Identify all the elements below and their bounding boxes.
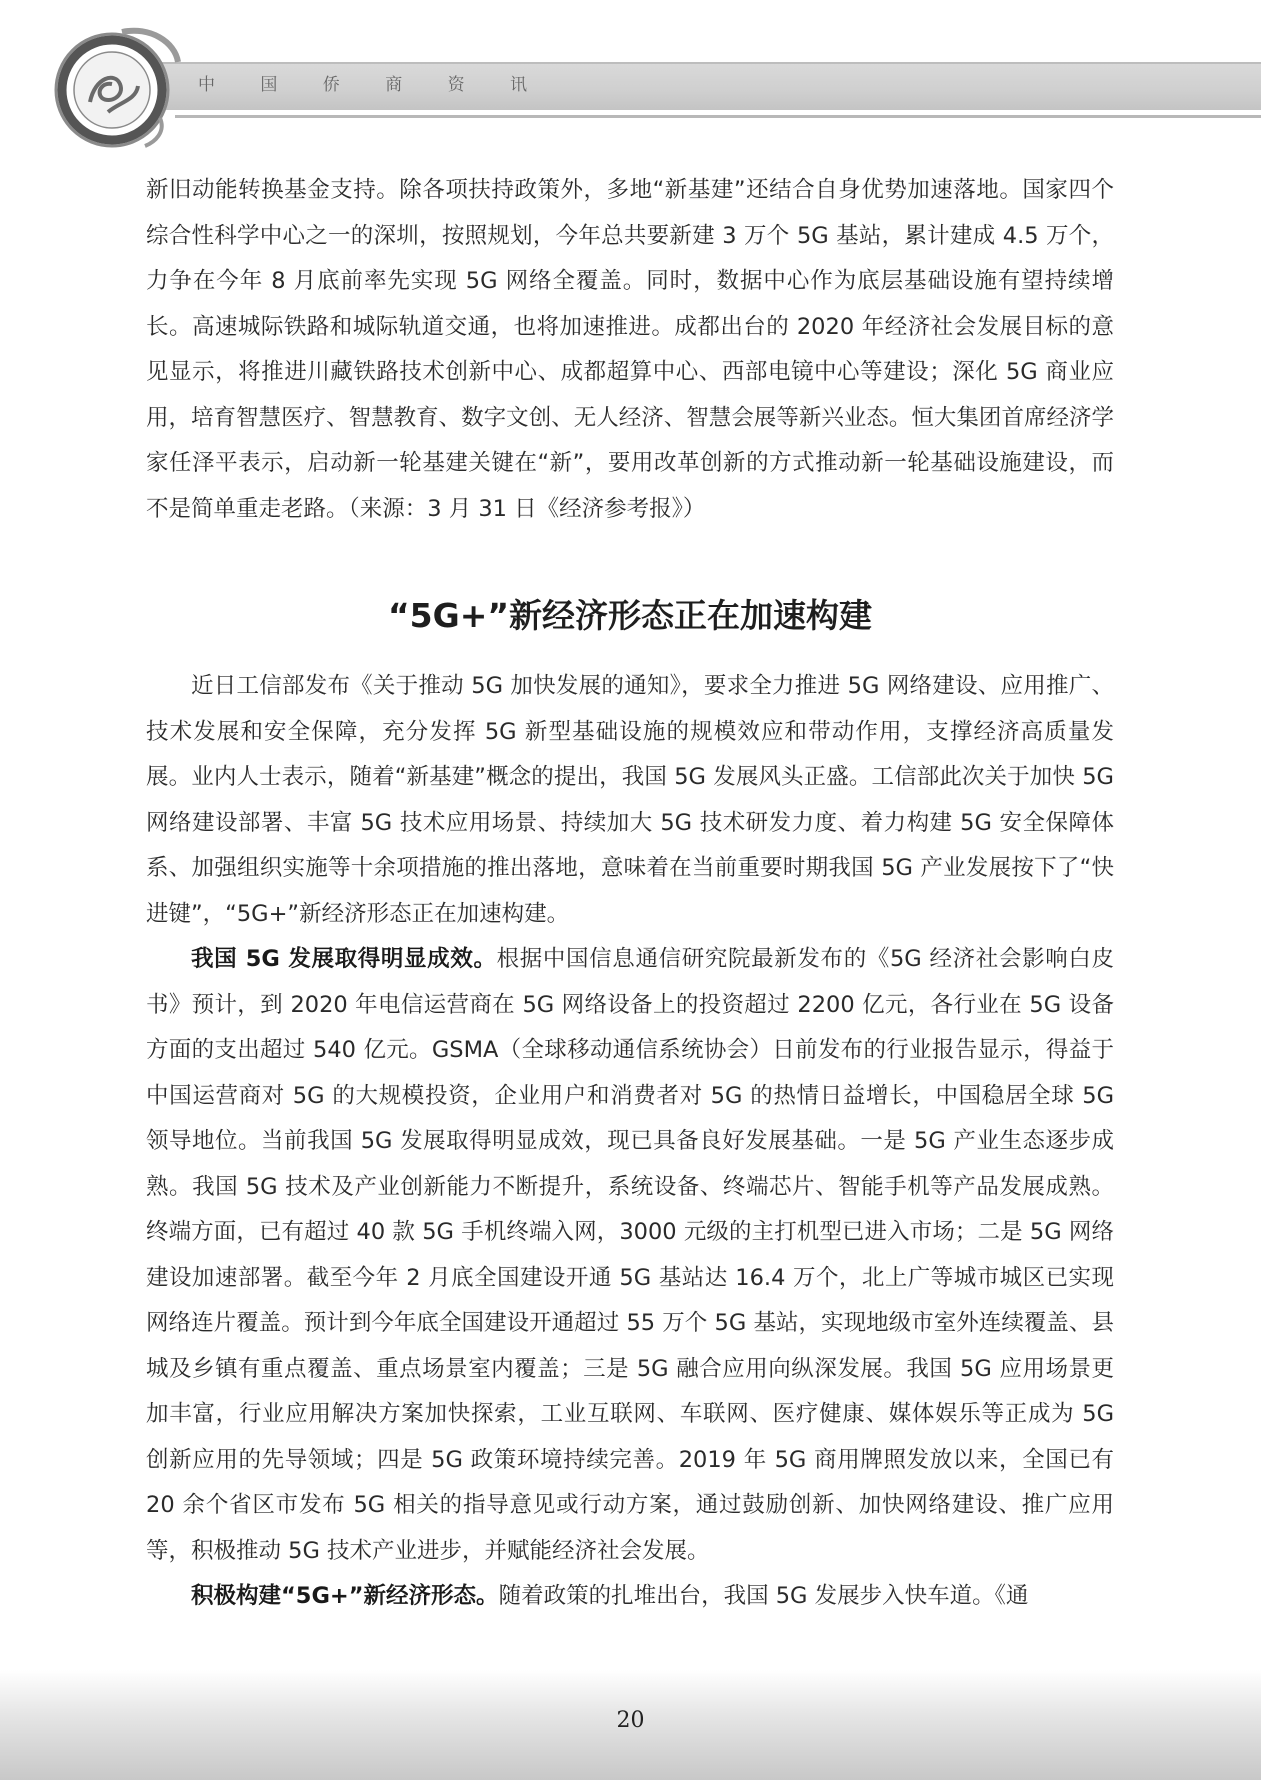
paragraph-body: 随着政策的扎堆出台，我国 5G 发展步入快车道。《通 [498,1583,1029,1609]
article-paragraph-5g-plus [146,1574,1114,1620]
article-continuation-paragraph: 新旧动能转换基金支持。除各项扶持政策外，多地“新基建”还结合自身优势加速落地。国家四个综合性科学中心之一的深圳，按照规划，今年总共要新建 3 万个 5G 基站，累计建成 4.5 万个，力争在今年 8 月底前率先实现 5G 网络全覆盖。同时，数据中心作为底层基础设施有望持续增长。高速城际铁路和城际轨道交通，也将加速推进。成都出台的 2020 年经济社会发展目标的意见显示，将推进川藏铁路技术创新中心、成都超算中心、西部电镜中心等建设；深化 5G 商业应用，培育智慧医疗、智慧教育、数字文创、无人经济、智慧会展等新兴业态。恒大集团首席经济学家任泽平表示，启动新一轮基建关键在“新”，要用改革创新的方式推动新一轮基础设施建设，而不是简单重走老路。（来源：3 月 31 日《经济参考报》） [146,177,1114,522]
header-rule [175,115,1261,118]
paragraph-body: 根据中国信息通信研究院最新发布的《5G 经济社会影响白皮书》预计，到 2020 年电信运营商在 5G 网络设备上的投资超过 2200 亿元，各行业在 5G 设备方面的支出超过 540 亿元。GSMA（全球移动通信系统协会）日前发布的行业报告显示，得益于中国运营商对 5G 的大规模投资，企业用户和消费者对 5G 的热情日益增长，中国稳居全球 5G 领导地位。当前我国 5G 发展取得明显成效，现已具备良好发展基础。一是 5G 产业生态逐步成熟。我国 5G 技术及产业创新能力不断提升，系统设备、终端芯片、智能手机等产品发展成熟。终端方面，已有超过 40 款 5G 手机终端入网，3000 元级的主打机型已进入市场；二是 5G 网络建设加速部署。截至今年 2 月底全国建设开通 5G 基站达 16.4 万个，北上广等城市城区已实现网络连片覆盖。预计到今年底全国建设开通超过 55 万个 5G 基站，实现地级市室外连续覆盖、县城及乡镇有重点覆盖、重点场景室内覆盖；三是 5G 融合应用向纵深发展。我国 5G 应用场景更加丰富，行业应用解决方案加快探索，工业互联网、车联网、医疗健康、媒体娱乐等正成为 5G 创新应用的先导领域；四是 5G 政策环境持续完善。2019 年 5G 商用牌照发放以来，全国已有 20 余个省区市发布 5G 相关的指导意见或行动方案，通过鼓励创新、加快网络建设、推广应用等，积极推动 5G 技术产业进步，并赋能经济社会发展。 [146,946,1114,1564]
paragraph-lead-heading: 我国 5G 发展取得明显成效。 [191,946,497,972]
page-number: 20 [616,1708,645,1733]
article-paragraph-intro: 近日工信部发布《关于推动 5G 加快发展的通知》，要求全力推进 5G 网络建设、应用推广、技术发展和安全保障，充分发挥 5G 新型基础设施的规模效应和带动作用，支撑经济高质量发展。业内人士表示，随着“新基建”概念的提出，我国 5G 发展风头正盛。工信部此次关于加快 5G 网络建设部署、丰富 5G 技术应用场景、持续加大 5G 技术研发力度、着力构建 5G 安全保障体系、加强组织实施等十余项措施的推出落地，意味着在当前重要时期我国 5G 产业发展按下了“快进键”，“5G+”新经济形态正在加速构建。 [146,673,1114,927]
article-body [146,664,1114,1620]
article-continuation [146,168,1114,532]
paragraph-lead-heading: 积极构建“5G+”新经济形态。 [191,1583,499,1609]
logo-emblem-icon [50,22,185,152]
article-title: “5G+”新经济形态正在加速构建 [387,596,873,635]
article-paragraph-achievements [146,937,1114,1574]
publication-title: 中 国 侨 商 资 讯 [198,75,548,95]
